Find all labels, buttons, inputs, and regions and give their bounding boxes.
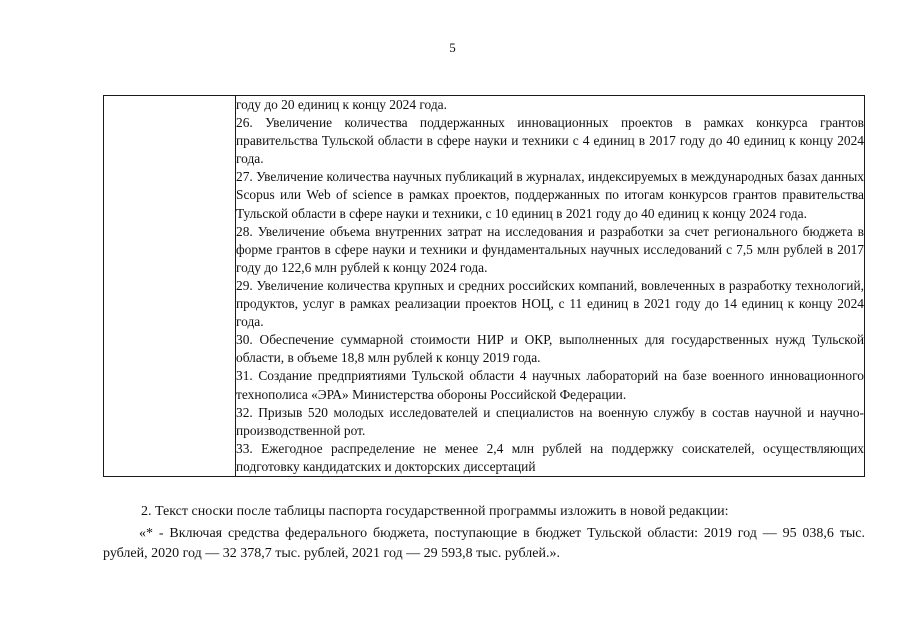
page-number: 5 — [449, 40, 456, 55]
indicator-item-25-tail: году до 20 единиц к концу 2024 года. — [236, 97, 447, 112]
table-row — [104, 96, 865, 477]
indicator-item-28: 28. Увеличение объема внутренних затрат на исследования и разработки за счет регионального бюджета в форме грантов в сфере науки и техники и фундаментальных научных исследований с 7,5 млн рублей в 2017 году до 122,6 млн рублей к концу 2024 года. — [236, 223, 864, 275]
indicator-item-26: 26. Увеличение количества поддержанных инновационных проектов в рамках конкурса грантов правительства Тульской области в сфере науки и техники с 4 единиц в 2017 году до 40 единиц к концу 2024 года. — [236, 115, 864, 167]
passport-table — [103, 95, 865, 477]
table-cell-left-empty — [104, 96, 236, 477]
amendment-paragraph: 2. Текст сноски после таблицы паспорта государственной программы изложить в новой редакции: — [141, 504, 729, 519]
indicator-item-32: 32. Призыв 520 молодых исследователей и специалистов на военную службу в состав научной и научно-производственной рот. — [236, 404, 864, 438]
footnote-paragraph: «* - Включая средства федерального бюджета, поступающие в бюджет Тульской области: 2019 год — 95 038,6 тыс. рублей, 2020 год — 32 378,7 тыс. рублей, 2021 год — 29 593,8 тыс. рублей.». — [103, 526, 865, 561]
indicator-item-27: 27. Увеличение количества научных публикаций в журналах, индексируемых в международных базах данных Scopus или Web of science в рамках проектов, поддержанных по итогам конкурсов грантов правительства Тульской области в сфере науки и техники, с 10 единиц в 2021 году до 40 единиц к концу 2024 года. — [236, 169, 864, 221]
indicator-item-29: 29. Увеличение количества крупных и средних российских компаний, вовлеченных в разработку технологий, продуктов, услуг в рамках реализации проектов НОЦ, с 11 единиц в 2021 году до 14 единиц к концу 2024 года. — [236, 277, 864, 330]
indicator-item-31: 31. Создание предприятиями Тульской области 4 научных лабораторий на базе военного инновационного технополиса «ЭРА» Министерства обороны Российской Федерации. — [236, 368, 864, 402]
table-cell-indicators — [236, 96, 865, 477]
indicator-item-33: 33. Ежегодное распределение не менее 2,4 млн рублей на поддержку соискателей, осуществляющих подготовку кандидатских и докторских диссертаций — [236, 440, 864, 474]
indicator-item-30: 30. Обеспечение суммарной стоимости НИР и ОКР, выполненных для государственных нужд Тульской области, в объеме 18,8 млн рублей к концу 2019 года. — [236, 332, 864, 366]
